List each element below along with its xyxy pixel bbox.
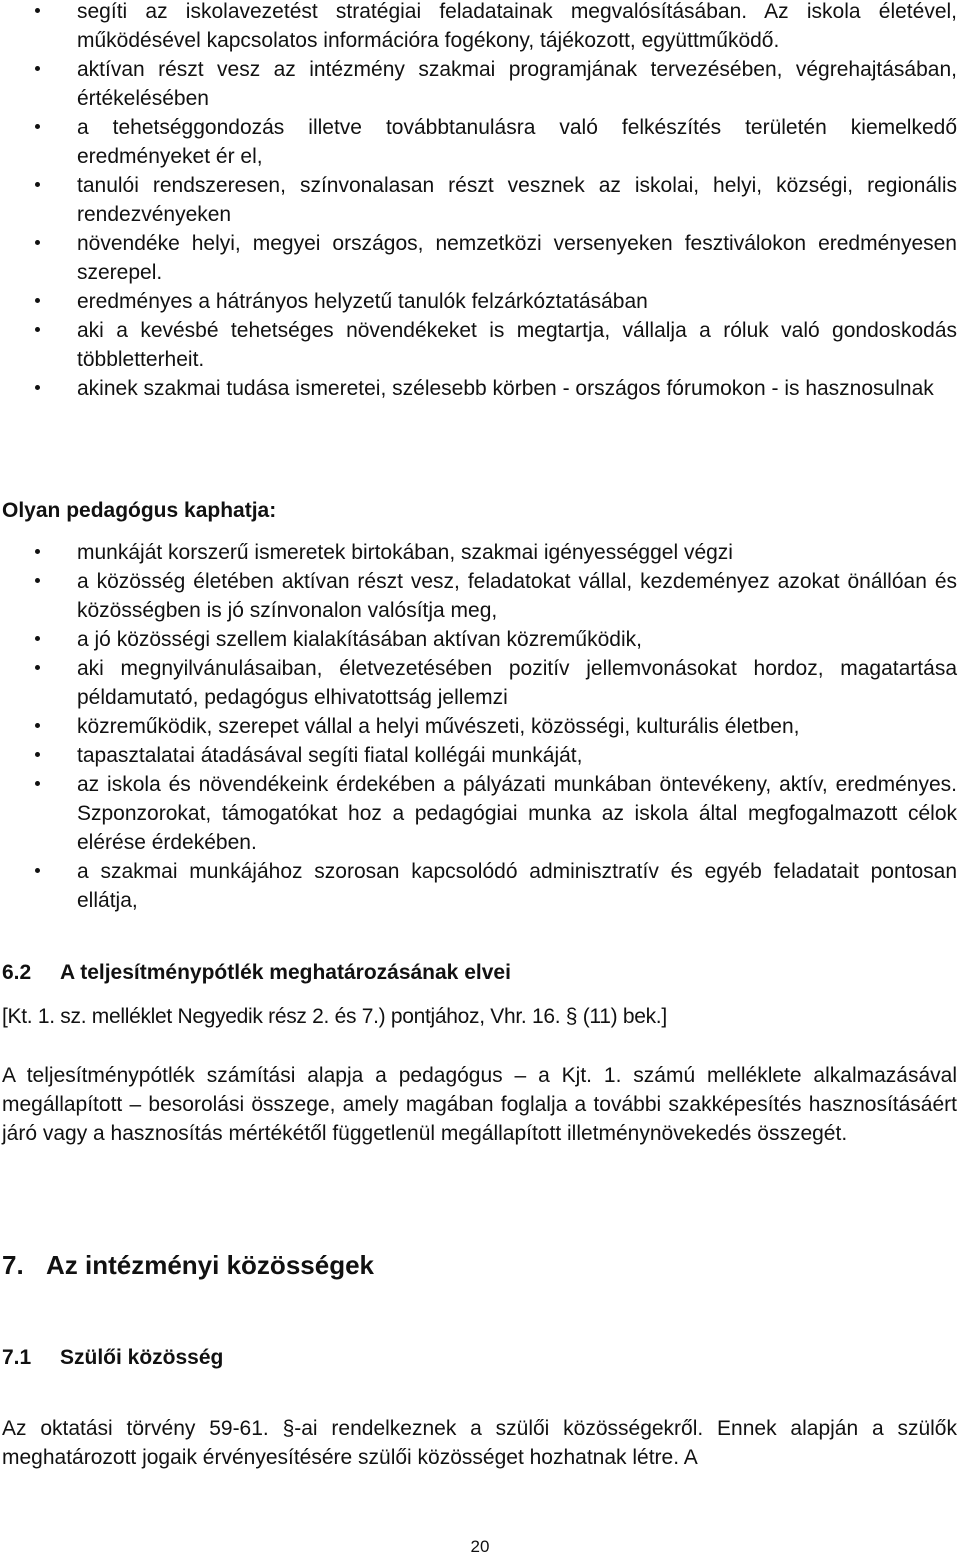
list-item: aki a kevésbé tehetséges növendékeket is megtartja, vállalja a róluk való gondoskodás többletterheit. [0,316,957,374]
section-number: 7.1 [2,1346,32,1369]
page-number: 20 [470,1537,490,1556]
section-title: Szülői közösség [60,1346,224,1369]
section-title: A teljesítménypótlék meghatározásának elvei [60,961,511,984]
list-item: aki megnyilvánulásaiban, életvezetésében pozitív jellemvonásokat hordoz, magatartása példamutató, pedagógus elhivatottság jellemzi [0,654,957,712]
list-item: az iskola és növendékeink érdekében a pályázati munkában öntevékeny, aktív, eredményes. Szponzorokat, támogatókat hoz a pedagógiai munka az iskola által megfogalmazott célok elérése érdekében. [0,770,957,857]
list-item: munkáját korszerű ismeretek birtokában, szakmai igényességgel végzi [0,538,957,567]
section-heading-7-1 [2,1343,223,1372]
list-item: a közösség életében aktívan részt vesz, feladatokat vállal, kezdeményez azokat önállóan és közösségben is jó színvonalon valósítja meg, [0,567,957,625]
list-item: aktívan részt vesz az intézmény szakmai programjának tervezésében, végrehajtásában, értékelésében [0,55,957,113]
paragraph-7-1: Az oktatási törvény 59-61. §-ai rendelkeznek a szülői közösségekről. Ennek alapján a szülők meghatározott jogaik érvényesítésére szülői közösséget hozhatnak létre. A [2,1417,957,1469]
list-item: a szakmai munkájához szorosan kapcsolódó adminisztratív és egyéb feladatait pontosan ellátja, [0,857,957,915]
list-item: akinek szakmai tudása ismeretei, szélesebb körben - országos fórumokon - is hasznosulnak [0,374,957,403]
section-heading-7 [2,1249,374,1281]
section-number: 6.2 [2,961,32,984]
paragraph-6-2: A teljesítménypótlék számítási alapja a pedagógus – a Kjt. 1. számú melléklete alkalmazásával megállapított – besorolási összege, amely magában foglalja a további szakképesítés hasznosításáért járó vagy a hasznosítás mértékétől függetlenül megállapított illetménynövekedés összegét. [2,1064,957,1145]
section-title: Az intézményi közösségek [46,1250,374,1280]
list-item: a tehetséggondozás illetve továbbtanulásra való felkészítés területén kiemelkedő eredményeket ér el, [0,113,957,171]
list-item: segíti az iskolavezetést stratégiai feladatainak megvalósításában. Az iskola életével, működésével kapcsolatos információra fogékony, tájékozott, együttműködő. [0,0,957,55]
list-item: növendéke helyi, megyei országos, nemzetközi versenyeken fesztiválokon eredményesen szerepel. [0,229,957,287]
section-heading-6-2 [2,958,511,987]
subheading-olyan: Olyan pedagógus kaphatja: [2,499,277,522]
list-item: tanulói rendszeresen, színvonalasan részt vesznek az iskolai, helyi, községi, regionális rendezvényeken [0,171,957,229]
criteria-list-2 [0,538,957,915]
list-item: eredményes a hátrányos helyzetű tanulók felzárkóztatásában [0,287,957,316]
list-item: a jó közösségi szellem kialakításában aktívan közreműködik, [0,625,957,654]
section-number: 7. [2,1250,24,1280]
legal-reference: [Kt. 1. sz. melléklet Negyedik rész 2. és 7.) pontjához, Vhr. 16. § (11) bek.] [2,1005,667,1028]
list-item: közreműködik, szerepet vállal a helyi művészeti, közösségi, kulturális életben, [0,712,957,741]
criteria-list-1 [0,0,957,403]
list-item: tapasztalatai átadásával segíti fiatal kollégái munkáját, [0,741,957,770]
